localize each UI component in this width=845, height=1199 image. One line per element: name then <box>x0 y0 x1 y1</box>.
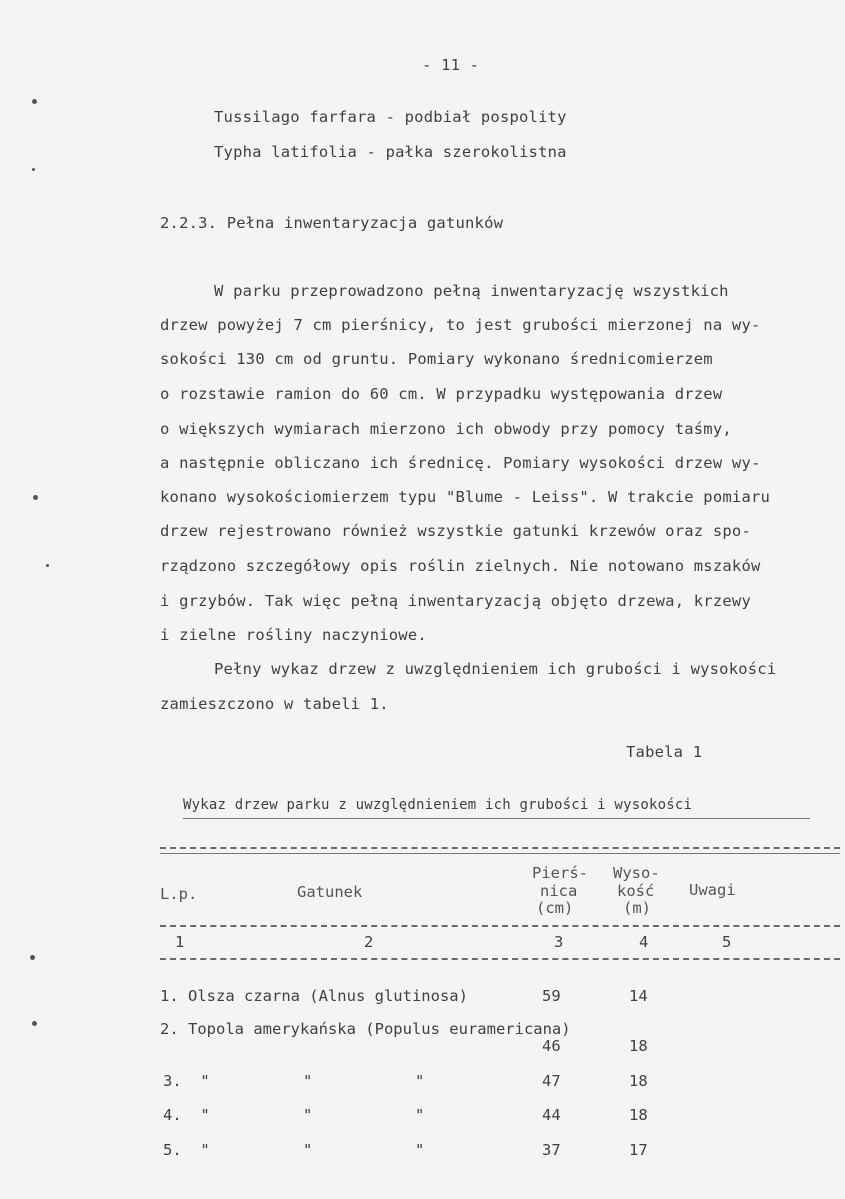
paragraph-line: W parku przeprowadzono pełną inwentaryzację wszystkich <box>214 282 729 300</box>
header-dbh: (cm) <box>536 899 574 917</box>
table-label: Tabela 1 <box>626 743 703 761</box>
table-title: Wykaz drzew parku z uwzględnieniem ich grubości i wysokości <box>183 797 693 813</box>
header-height: (m) <box>623 899 651 917</box>
column-number: 4 <box>639 933 649 951</box>
paragraph-line: Pełny wykaz drzew z uwzględnieniem ich grubości i wysokości <box>214 660 777 678</box>
paragraph-line: konano wysokościomierzem typu "Blume - Leiss". W trakcie pomiaru <box>160 488 771 506</box>
table-row-height: 14 <box>629 987 648 1005</box>
binder-hole <box>32 1021 37 1026</box>
column-number: 1 <box>175 933 185 951</box>
header-lp: L.p. <box>160 885 198 903</box>
table-row-height: 18 <box>629 1106 648 1124</box>
table-row-dbh: 59 <box>542 987 561 1005</box>
header-dbh: Pierś- <box>532 864 588 882</box>
page-number: - 11 - <box>422 56 480 74</box>
header-height: Wyso- <box>613 864 660 882</box>
binder-hole <box>32 99 37 104</box>
column-number: 5 <box>722 933 732 951</box>
species-line: Typha latifolia - pałka szerokolistna <box>214 143 567 161</box>
table-row-height: 18 <box>629 1072 648 1090</box>
table-top-rule <box>160 847 840 849</box>
paragraph-line: a następnie obliczano ich średnicę. Pomiary wysokości drzew wy- <box>160 454 761 472</box>
paragraph-line: i zielne rośliny naczyniowe. <box>160 626 427 644</box>
table-row-dbh: 37 <box>542 1141 561 1159</box>
table-row-height: 17 <box>629 1141 648 1159</box>
species-line: Tussilago farfara - podbiał pospolity <box>214 108 567 126</box>
paragraph-line: drzew rejestrowano również wszystkie gatunki krzewów oraz spo- <box>160 522 751 540</box>
header-dbh: nica <box>540 882 578 900</box>
paragraph-line: o większych wymiarach mierzono ich obwody przy pomocy taśmy, <box>160 420 732 438</box>
table-row-height: 18 <box>629 1037 648 1055</box>
binder-hole <box>33 495 38 500</box>
paragraph-line: i grzybów. Tak więc pełną inwentaryzacją objęto drzewa, krzewy <box>160 592 751 610</box>
column-number: 2 <box>364 933 374 951</box>
binder-hole <box>30 955 35 960</box>
table-row-species: 3. " " " <box>163 1072 425 1090</box>
table-top-rule <box>160 853 840 854</box>
header-notes: Uwagi <box>689 881 736 899</box>
binder-hole <box>32 168 35 171</box>
table-title-underline <box>183 818 810 819</box>
header-height: kość <box>617 882 655 900</box>
column-number: 3 <box>554 933 564 951</box>
table-row-dbh: 44 <box>542 1106 561 1124</box>
column-number-rule <box>160 958 840 960</box>
table-row-species: 4. " " " <box>163 1106 425 1124</box>
header-rule <box>160 925 840 927</box>
binder-hole <box>46 564 49 567</box>
paragraph-line: rządzono szczegółowy opis roślin zielnych. Nie notowano mszaków <box>160 557 761 575</box>
table-row-dbh: 46 <box>542 1037 561 1055</box>
table-row-species: 5. " " " <box>163 1141 425 1159</box>
table-row-species: 2. Topola amerykańska (Populus euramericana) <box>160 1020 571 1038</box>
paragraph-line: drzew powyżej 7 cm pierśnicy, to jest grubości mierzonej na wy- <box>160 316 761 334</box>
section-heading: 2.2.3. Pełna inwentaryzacja gatunków <box>160 214 504 232</box>
paragraph-line: sokości 130 cm od gruntu. Pomiary wykonano średnicomierzem <box>160 350 713 368</box>
header-species: Gatunek <box>297 883 363 901</box>
table-row-dbh: 47 <box>542 1072 561 1090</box>
paragraph-line: o rozstawie ramion do 60 cm. W przypadku występowania drzew <box>160 385 723 403</box>
table-row-species: 1. Olsza czarna (Alnus glutinosa) <box>160 987 468 1005</box>
paragraph-line: zamieszczono w tabeli 1. <box>160 695 389 713</box>
